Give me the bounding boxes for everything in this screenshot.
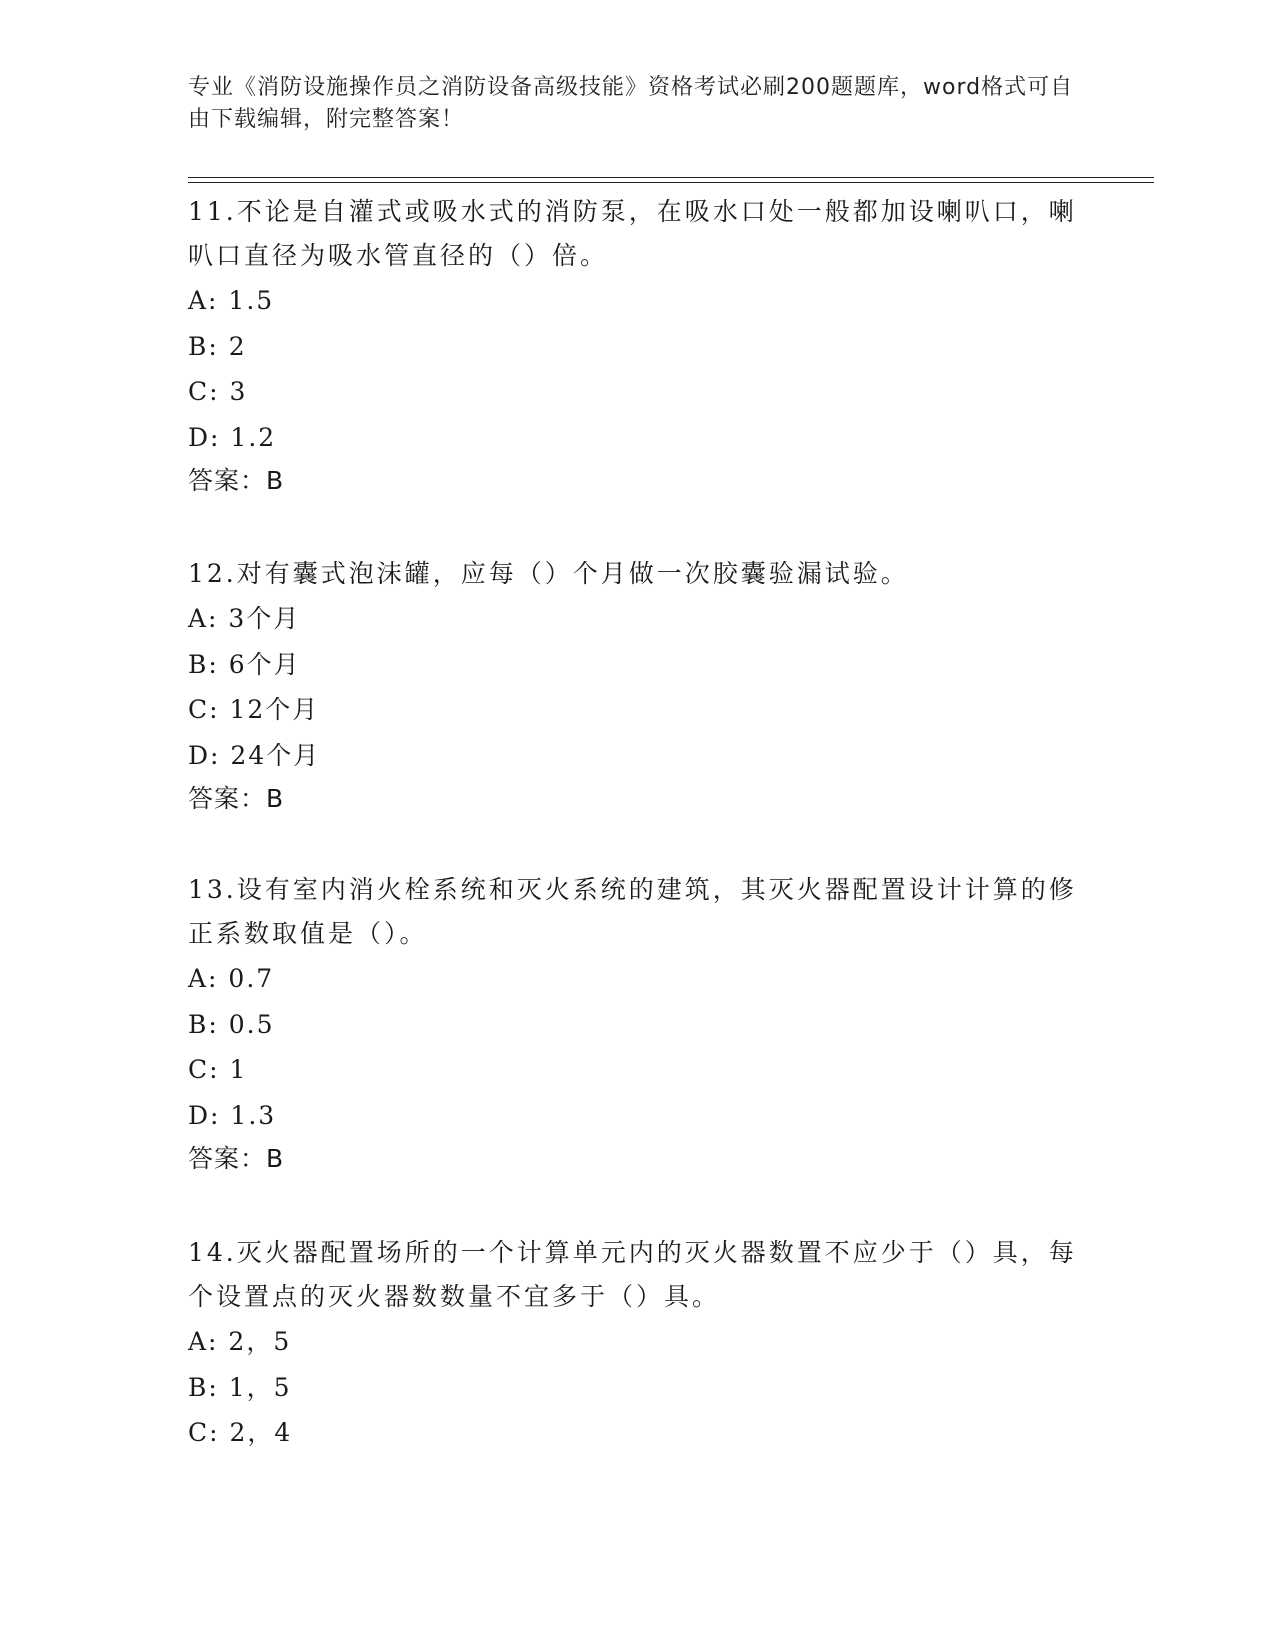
option-c: C: 3 bbox=[188, 377, 248, 406]
option-c: C: 2，4 bbox=[188, 1418, 293, 1447]
header-divider-top bbox=[188, 177, 1154, 178]
header-intro-text: 专业《消防设施操作员之消防设备高级技能》资格考试必刷200题题库，word格式可自由下载编辑，附完整答案！ bbox=[188, 75, 1074, 132]
question-stem: 11.不论是自灌式或吸水式的消防泵，在吸水口处一般都加设喇叭口，喇叭口直径为吸水管直径的（）倍。 bbox=[188, 197, 1077, 270]
question-stem: 12.对有囊式泡沫罐，应每（）个月做一次胶囊验漏试验。 bbox=[188, 559, 909, 588]
option-b: B: 0.5 bbox=[188, 1009, 275, 1039]
answer-line: 答案：B bbox=[188, 466, 285, 495]
option-c: C: 12个月 bbox=[188, 695, 320, 724]
option-d: D: 1.2 bbox=[188, 422, 277, 452]
option-c: C: 1 bbox=[188, 1055, 248, 1084]
option-a: A: 0.7 bbox=[188, 964, 275, 993]
answer-line: 答案：B bbox=[188, 1144, 285, 1173]
question-stem: 13.设有室内消火栓系统和灭火系统的建筑，其灭火器配置设计计算的修正系数取值是（）。 bbox=[188, 875, 1077, 948]
document-header bbox=[188, 72, 1088, 136]
option-b: B: 1，5 bbox=[188, 1372, 292, 1402]
answer-line: 答案：B bbox=[188, 784, 285, 813]
option-b: B: 2 bbox=[188, 331, 247, 361]
question-11 bbox=[188, 190, 1088, 502]
header-divider-bottom bbox=[188, 182, 1154, 183]
option-b: B: 6个月 bbox=[188, 649, 301, 679]
question-13 bbox=[188, 868, 1088, 1180]
option-a: A: 3个月 bbox=[188, 604, 301, 633]
option-a: A: 1.5 bbox=[188, 286, 275, 315]
question-12 bbox=[188, 552, 1088, 820]
option-a: A: 2，5 bbox=[188, 1327, 292, 1356]
option-d: D: 24个月 bbox=[188, 740, 321, 770]
question-14 bbox=[188, 1231, 1088, 1456]
option-d: D: 1.3 bbox=[188, 1100, 277, 1130]
question-stem: 14.灭火器配置场所的一个计算单元内的灭火器数置不应少于（）具，每个设置点的灭火器数数量不宜多于（）具。 bbox=[188, 1238, 1077, 1311]
